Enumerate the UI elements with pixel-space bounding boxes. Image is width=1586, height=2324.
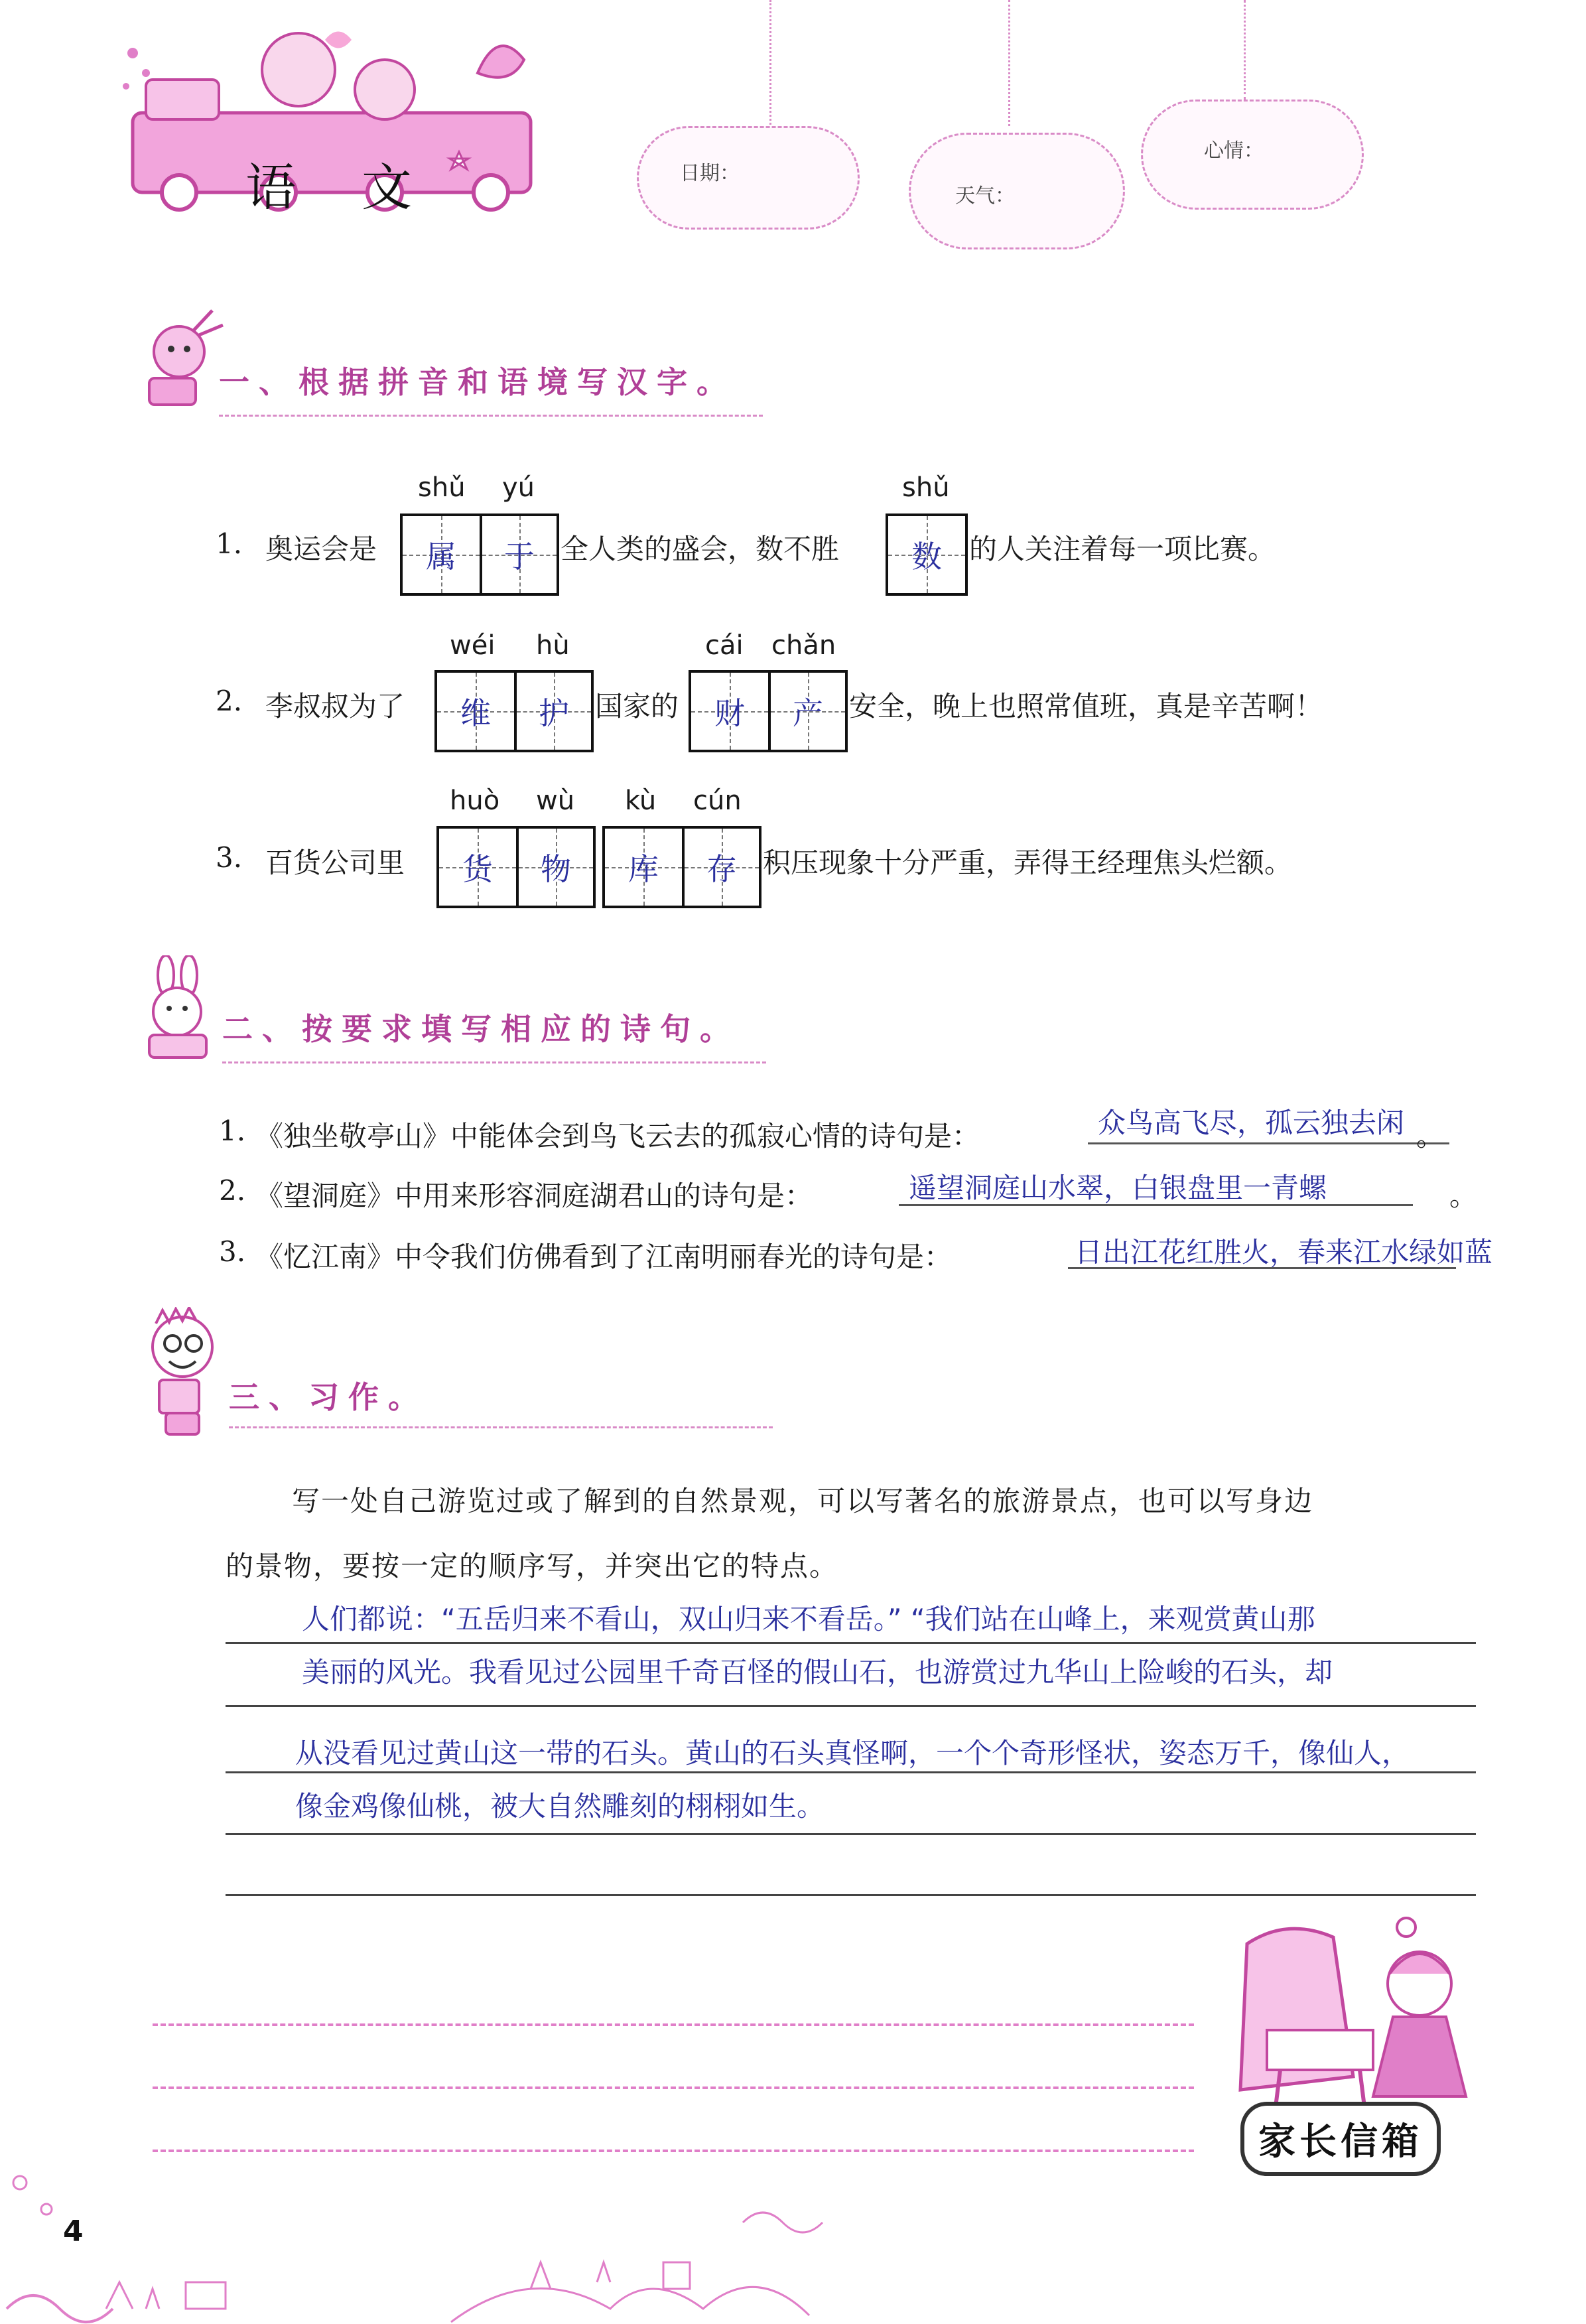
q3-pinyin-b2: cún (693, 786, 742, 816)
q2-answer-cell[interactable] (768, 673, 845, 750)
q2-answer-a2: 护 (539, 695, 569, 731)
essay-line-4[interactable]: 像金鸡像仙桃，被大自然雕刻的栩栩如生。 (295, 1790, 825, 1822)
q3-answer-b2: 存 (706, 851, 737, 887)
page-number: 4 (63, 2215, 84, 2248)
q2-text-1: 李叔叔为了 (265, 690, 405, 722)
section2-bunny-icon (136, 955, 222, 1061)
q2-pinyin-b1: cái (705, 630, 744, 661)
mood-label: 心情： (1204, 139, 1264, 163)
q3-number: 3. (216, 841, 243, 874)
q1-answer-cell[interactable] (888, 516, 965, 593)
essay-line-2[interactable]: 美丽的风光。我看见过公园里千奇百怪的假山石，也游赏过九华山上险峻的石头，却 (302, 1656, 1333, 1688)
q3-pinyin-b1: kù (625, 786, 657, 816)
subject-char-2: 文 (362, 158, 412, 217)
q1-answer-b1: 数 (911, 539, 942, 575)
q3-pinyin-a2: wù (536, 786, 575, 816)
poem-q1-end: 。 (1416, 1120, 1445, 1152)
q3-text-2: 积压现象十分严重，弄得王经理焦头烂额。 (763, 847, 1293, 879)
poem-q2-number: 2. (219, 1174, 246, 1207)
q1-pinyin-a1: shǔ (418, 472, 466, 503)
q2-answer-cell[interactable] (691, 673, 768, 750)
parent-mailbox-badge: 家长信箱 (1240, 2102, 1441, 2176)
q1-text-1: 奥运会是 (265, 533, 377, 565)
q3-answer-cell[interactable] (516, 829, 593, 906)
section3-divider (229, 1426, 773, 1428)
section1-divider (219, 415, 763, 417)
q1-text-2: 全人类的盛会，数不胜 (561, 533, 840, 565)
q1-answer-box-a[interactable] (400, 513, 559, 596)
poem-q1-number: 1. (219, 1115, 246, 1147)
q1-answer-box-b[interactable] (886, 513, 968, 596)
poem-q1-text: 《独坐敬亭山》中能体会到鸟飞云去的孤寂心情的诗句是： (255, 1120, 980, 1152)
essay-line-1[interactable]: 人们都说：“五岳归来不看山，双山归来不看岳。” “我们站在山峰上，来观赏黄山那 (302, 1603, 1315, 1635)
q2-answer-box-b[interactable] (689, 670, 848, 752)
weather-label: 天气： (955, 184, 1015, 208)
parent-note-line[interactable] (153, 2086, 1194, 2089)
poem-q3-answer[interactable]: 日出江花红胜火，春来江水绿如蓝 (1075, 1236, 1493, 1268)
q2-number: 2. (216, 685, 243, 717)
writing-line (226, 1705, 1476, 1707)
parent-note-line[interactable] (153, 2150, 1194, 2152)
hanging-string (769, 0, 771, 133)
poem-q3-number: 3. (219, 1235, 246, 1268)
section1-mascot-icon (133, 305, 226, 411)
q2-pinyin-b2: chǎn (771, 630, 836, 661)
poem-q2-end: 。 (1449, 1180, 1478, 1212)
q3-text-1: 百货公司里 (265, 847, 405, 879)
q2-pinyin-a2: hù (536, 630, 570, 661)
q3-answer-box-b[interactable] (602, 826, 761, 908)
q2-answer-box-a[interactable] (434, 670, 594, 752)
date-label: 日期： (680, 162, 740, 185)
poem-q1-answer-line (1088, 1142, 1449, 1144)
poem-q2-answer[interactable]: 遥望洞庭山水翠，白银盘里一青螺 (909, 1172, 1327, 1204)
train-illustration (106, 13, 544, 212)
section3-title: 三、习作。 (229, 1379, 428, 1415)
essay-prompt-line2: 的景物，要按一定的顺序写，并突出它的特点。 (226, 1550, 839, 1582)
writing-line (226, 1833, 1476, 1835)
q3-answer-box-a[interactable] (436, 826, 596, 908)
section1-title: 一、根据拼音和语境写汉字。 (219, 364, 736, 400)
q3-answer-a1: 货 (462, 851, 493, 887)
q2-text-3: 安全，晚上也照常值班，真是辛苦啊！ (849, 690, 1323, 722)
q2-answer-a1: 维 (460, 695, 491, 731)
writing-line (226, 1894, 1476, 1896)
date-cloud (637, 126, 860, 230)
q1-text-3: 的人关注着每一项比赛。 (969, 533, 1276, 565)
section2-title: 二、按要求填写相应的诗句。 (222, 1011, 740, 1047)
q1-answer-cell[interactable] (403, 516, 480, 593)
weather-cloud (909, 133, 1125, 249)
q3-answer-a2: 物 (541, 851, 571, 887)
footer-doodle-decoration (0, 2156, 1586, 2324)
subject-char-1: 语 (245, 158, 296, 217)
q3-answer-b1: 库 (628, 851, 659, 887)
writing-line (226, 1771, 1476, 1773)
q2-answer-cell[interactable] (514, 673, 591, 750)
poem-q2-answer-line (899, 1204, 1413, 1206)
q2-pinyin-a1: wéi (450, 630, 496, 661)
q1-answer-cell[interactable] (480, 516, 557, 593)
poem-q2-text: 《望洞庭》中用来形容洞庭湖君山的诗句是： (255, 1180, 813, 1212)
q3-pinyin-a1: huò (450, 786, 500, 816)
q2-answer-b2: 产 (793, 695, 823, 731)
q1-answer-a1: 属 (426, 539, 456, 575)
q1-pinyin-a2: yú (502, 472, 535, 503)
essay-line-3[interactable]: 从没看见过黄山这一带的石头。黄山的石头真怪啊，一个个奇形怪状，姿态万千，像仙人， (295, 1737, 1410, 1769)
q1-answer-a2: 于 (504, 539, 535, 575)
q3-answer-cell[interactable] (682, 829, 759, 906)
poem-q1-answer[interactable]: 众鸟高飞尽，孤云独去闲 (1098, 1107, 1405, 1139)
essay-prompt-line1: 写一处自己游览过或了解到的自然景观，可以写著名的旅游景点，也可以写身边 (292, 1485, 1314, 1517)
q2-answer-b1: 财 (714, 695, 745, 731)
q2-answer-cell[interactable] (437, 673, 514, 750)
parent-note-line[interactable] (153, 2023, 1194, 2026)
q3-answer-cell[interactable] (439, 829, 516, 906)
q1-number: 1. (216, 527, 243, 560)
q1-pinyin-b1: shǔ (902, 472, 950, 503)
section2-divider (222, 1061, 766, 1063)
poem-q3-answer-line (1068, 1267, 1456, 1269)
hanging-string (1008, 0, 1010, 126)
q2-text-2: 国家的 (595, 690, 679, 722)
hanging-string (1244, 0, 1246, 100)
section3-kid-icon (139, 1307, 226, 1440)
poem-q3-text: 《忆江南》中令我们仿佛看到了江南明丽春光的诗句是： (255, 1241, 953, 1273)
writing-line (226, 1642, 1476, 1644)
q3-answer-cell[interactable] (605, 829, 682, 906)
